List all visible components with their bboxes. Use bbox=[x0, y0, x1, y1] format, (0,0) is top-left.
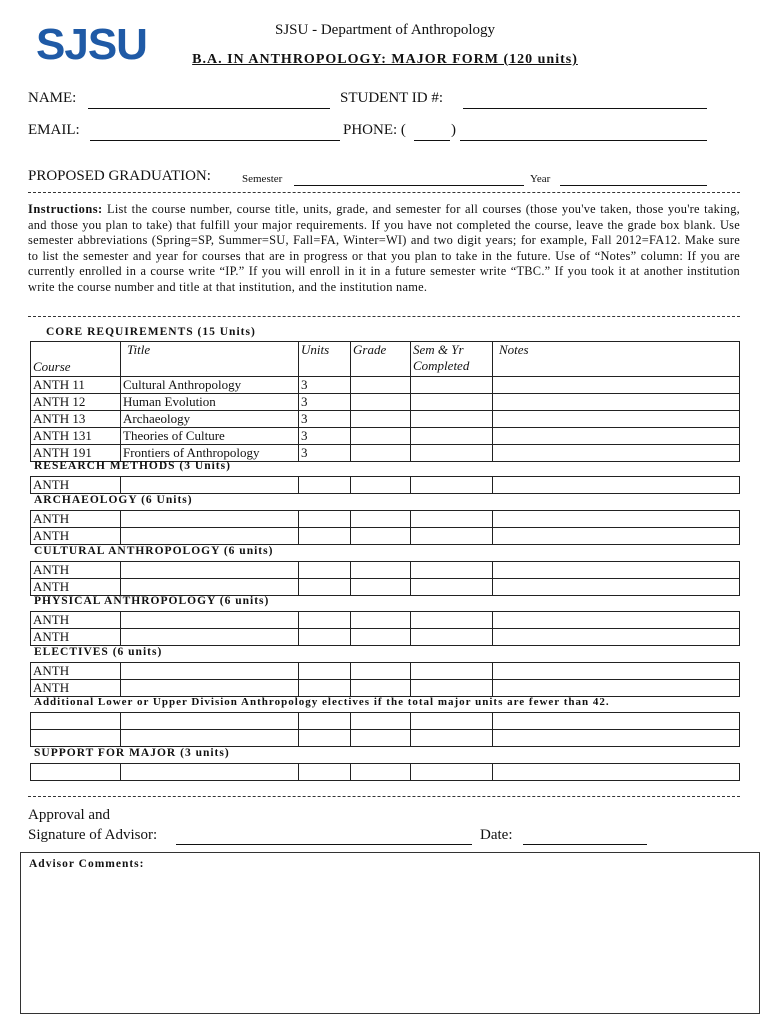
units-cell[interactable] bbox=[299, 612, 351, 629]
table-row bbox=[31, 511, 740, 528]
grade-cell[interactable] bbox=[351, 511, 411, 528]
physical-heading: PHYSICAL ANTHROPOLOGY (6 units) bbox=[34, 595, 270, 607]
grade-cell[interactable] bbox=[351, 612, 411, 629]
physical-table bbox=[30, 611, 740, 646]
units-cell[interactable] bbox=[299, 764, 351, 781]
units-cell: 3 bbox=[299, 377, 351, 394]
notes-cell[interactable] bbox=[493, 680, 740, 697]
table-row bbox=[31, 528, 740, 545]
grade-cell[interactable] bbox=[351, 377, 411, 394]
core-table bbox=[30, 341, 740, 462]
sem-yr-cell[interactable] bbox=[411, 764, 493, 781]
title-cell[interactable] bbox=[121, 579, 299, 596]
table-row bbox=[31, 428, 740, 445]
cultural-heading: CULTURAL ANTHROPOLOGY (6 units) bbox=[34, 545, 274, 557]
table-row bbox=[31, 579, 740, 596]
title-cell[interactable] bbox=[121, 562, 299, 579]
support-heading: SUPPORT FOR MAJOR (3 units) bbox=[34, 747, 230, 759]
advisor-comments-box[interactable] bbox=[20, 852, 760, 1014]
department-title: SJSU - Department of Anthropology bbox=[275, 22, 495, 38]
grade-cell[interactable] bbox=[351, 663, 411, 680]
units-cell[interactable] bbox=[299, 730, 351, 747]
sem-yr-cell[interactable] bbox=[411, 511, 493, 528]
instructions-body: List the course number, course title, units, grade, and semester for all courses (those you've taken, those you're taking, and those you plan to take) that fulfill your major requirements. If you have not completed the course, leave the grade box blank. Use semester abbreviations (Spring=SP, Summer=SU, Fall=FA, Winter=WI) and two digit years; for example, Fall 2012=FA12. Make sure to list the semester and year for courses that are in progress or that you plan to take in the future. Use of “Notes” column: If you are currently enrolled in a course write “IP.” If you will enroll in it in a future semester write “TBC.” If you took it at another institution write the course number and title at that institution, and the institution name. bbox=[28, 202, 740, 294]
notes-cell[interactable] bbox=[493, 511, 740, 528]
table-row bbox=[31, 663, 740, 680]
grade-cell[interactable] bbox=[351, 579, 411, 596]
title-cell: Archaeology bbox=[121, 411, 299, 428]
instructions bbox=[28, 202, 740, 295]
table-header-row bbox=[31, 342, 740, 377]
units-cell[interactable] bbox=[299, 629, 351, 646]
additional-table bbox=[30, 712, 740, 747]
table-row bbox=[31, 477, 740, 494]
name-field[interactable] bbox=[88, 92, 330, 109]
table-row bbox=[31, 377, 740, 394]
phone-field[interactable] bbox=[460, 124, 707, 141]
course-cell: ANTH 12 bbox=[31, 394, 121, 411]
table-row bbox=[31, 394, 740, 411]
table-row bbox=[31, 730, 740, 747]
table-row bbox=[31, 445, 740, 462]
archaeology-heading: ARCHAEOLOGY (6 Units) bbox=[34, 494, 193, 506]
notes-cell[interactable] bbox=[493, 562, 740, 579]
title-cell[interactable] bbox=[121, 680, 299, 697]
grade-cell[interactable] bbox=[351, 428, 411, 445]
units-cell: 3 bbox=[299, 428, 351, 445]
units-cell[interactable] bbox=[299, 680, 351, 697]
email-label: EMAIL: bbox=[28, 122, 80, 138]
grade-cell[interactable] bbox=[351, 562, 411, 579]
title-cell: Cultural Anthropology bbox=[121, 377, 299, 394]
archaeology-table bbox=[30, 510, 740, 545]
divider bbox=[28, 316, 740, 317]
units-cell[interactable] bbox=[299, 477, 351, 494]
phone-label: PHONE: ( bbox=[343, 122, 406, 138]
title-cell[interactable] bbox=[121, 528, 299, 545]
units-cell[interactable] bbox=[299, 511, 351, 528]
course-cell[interactable] bbox=[31, 764, 121, 781]
title-cell[interactable] bbox=[121, 663, 299, 680]
additional-heading: Additional Lower or Upper Division Anthropology electives if the total major units are fewer than 42. bbox=[34, 696, 610, 708]
date-label: Date: bbox=[480, 827, 513, 843]
table-row bbox=[31, 680, 740, 697]
grade-header: Grade bbox=[351, 342, 411, 377]
year-field[interactable] bbox=[560, 169, 707, 186]
course-cell[interactable] bbox=[31, 713, 121, 730]
course-cell[interactable]: ANTH bbox=[31, 629, 121, 646]
table-row bbox=[31, 764, 740, 781]
title-cell[interactable] bbox=[121, 764, 299, 781]
advisor-comments-label: Advisor Comments: bbox=[29, 858, 145, 870]
form-title: B.A. IN ANTHROPOLOGY: MAJOR FORM (120 units) bbox=[192, 52, 578, 67]
signature-field[interactable] bbox=[176, 829, 472, 845]
title-cell: Human Evolution bbox=[121, 394, 299, 411]
grade-cell[interactable] bbox=[351, 713, 411, 730]
support-table bbox=[30, 763, 740, 781]
title-cell[interactable] bbox=[121, 477, 299, 494]
grade-cell[interactable] bbox=[351, 528, 411, 545]
notes-cell[interactable] bbox=[493, 663, 740, 680]
semester-field[interactable] bbox=[294, 169, 524, 186]
year-label: Year bbox=[530, 173, 551, 185]
title-cell[interactable] bbox=[121, 713, 299, 730]
grade-cell[interactable] bbox=[351, 680, 411, 697]
grade-cell[interactable] bbox=[351, 411, 411, 428]
sem-yr-cell[interactable] bbox=[411, 445, 493, 462]
research-heading: RESEARCH METHODS (3 Units) bbox=[34, 460, 231, 472]
course-cell[interactable]: ANTH bbox=[31, 528, 121, 545]
notes-cell[interactable] bbox=[493, 394, 740, 411]
sem-yr-cell[interactable] bbox=[411, 680, 493, 697]
notes-cell[interactable] bbox=[493, 579, 740, 596]
title-cell[interactable] bbox=[121, 629, 299, 646]
units-cell[interactable] bbox=[299, 562, 351, 579]
cultural-table bbox=[30, 561, 740, 596]
sem-yr-cell[interactable] bbox=[411, 528, 493, 545]
notes-cell[interactable] bbox=[493, 629, 740, 646]
notes-cell[interactable] bbox=[493, 428, 740, 445]
units-cell: 3 bbox=[299, 445, 351, 462]
units-cell: 3 bbox=[299, 394, 351, 411]
name-label: NAME: bbox=[28, 90, 77, 106]
units-header: Units bbox=[299, 342, 351, 377]
notes-cell[interactable] bbox=[493, 528, 740, 545]
title-cell[interactable] bbox=[121, 730, 299, 747]
notes-cell[interactable] bbox=[493, 713, 740, 730]
grade-cell[interactable] bbox=[351, 629, 411, 646]
course-cell: ANTH 11 bbox=[31, 377, 121, 394]
notes-cell[interactable] bbox=[493, 445, 740, 462]
course-cell[interactable]: ANTH bbox=[31, 680, 121, 697]
sem-yr-header: Sem & Yr Completed bbox=[411, 342, 493, 377]
title-cell: Theories of Culture bbox=[121, 428, 299, 445]
electives-table bbox=[30, 662, 740, 697]
notes-cell[interactable] bbox=[493, 477, 740, 494]
units-cell: 3 bbox=[299, 411, 351, 428]
table-row bbox=[31, 562, 740, 579]
research-table bbox=[30, 476, 740, 494]
title-cell[interactable] bbox=[121, 511, 299, 528]
course-cell: ANTH 131 bbox=[31, 428, 121, 445]
grade-cell[interactable] bbox=[351, 445, 411, 462]
notes-cell[interactable] bbox=[493, 764, 740, 781]
grade-cell[interactable] bbox=[351, 394, 411, 411]
table-row bbox=[31, 411, 740, 428]
grade-cell[interactable] bbox=[351, 764, 411, 781]
course-cell[interactable]: ANTH bbox=[31, 663, 121, 680]
sem-yr-cell[interactable] bbox=[411, 612, 493, 629]
title-cell[interactable] bbox=[121, 612, 299, 629]
phone-area-field[interactable] bbox=[414, 124, 450, 141]
grade-cell[interactable] bbox=[351, 477, 411, 494]
date-field[interactable] bbox=[523, 829, 647, 845]
course-cell[interactable]: ANTH bbox=[31, 562, 121, 579]
title-header: Title bbox=[121, 342, 299, 377]
course-cell[interactable]: ANTH bbox=[31, 579, 121, 596]
core-heading: CORE REQUIREMENTS (15 Units) bbox=[46, 326, 256, 338]
course-cell[interactable]: ANTH bbox=[31, 612, 121, 629]
course-header: Course bbox=[31, 342, 121, 377]
notes-cell[interactable] bbox=[493, 377, 740, 394]
divider bbox=[28, 796, 740, 797]
table-row bbox=[31, 629, 740, 646]
sem-yr-cell[interactable] bbox=[411, 377, 493, 394]
approval-label: Approval and bbox=[28, 807, 111, 823]
sjsu-logo: SJSU bbox=[36, 20, 147, 69]
course-cell: ANTH 191 bbox=[31, 445, 121, 462]
instructions-lead: Instructions: bbox=[28, 202, 103, 216]
graduation-label: PROPOSED GRADUATION: bbox=[28, 168, 211, 184]
notes-cell[interactable] bbox=[493, 411, 740, 428]
notes-cell[interactable] bbox=[493, 612, 740, 629]
title-cell: Frontiers of Anthropology bbox=[121, 445, 299, 462]
table-row bbox=[31, 713, 740, 730]
sem-yr-cell[interactable] bbox=[411, 713, 493, 730]
sem-yr-cell[interactable] bbox=[411, 579, 493, 596]
course-cell[interactable] bbox=[31, 730, 121, 747]
phone-close-paren: ) bbox=[451, 122, 456, 138]
sem-yr-cell[interactable] bbox=[411, 394, 493, 411]
grade-cell[interactable] bbox=[351, 730, 411, 747]
signature-label: Signature of Advisor: bbox=[28, 827, 158, 843]
sem-yr-cell[interactable] bbox=[411, 663, 493, 680]
course-cell[interactable]: ANTH bbox=[31, 477, 121, 494]
email-field[interactable] bbox=[90, 124, 340, 141]
units-cell[interactable] bbox=[299, 579, 351, 596]
sem-yr-cell[interactable] bbox=[411, 629, 493, 646]
sem-yr-cell[interactable] bbox=[411, 562, 493, 579]
sem-yr-cell[interactable] bbox=[411, 477, 493, 494]
sem-yr-cell[interactable] bbox=[411, 428, 493, 445]
sem-yr-cell[interactable] bbox=[411, 730, 493, 747]
units-cell[interactable] bbox=[299, 713, 351, 730]
electives-heading: ELECTIVES (6 units) bbox=[34, 646, 163, 658]
sem-yr-cell[interactable] bbox=[411, 411, 493, 428]
table-row bbox=[31, 612, 740, 629]
notes-header: Notes bbox=[493, 342, 740, 377]
units-cell[interactable] bbox=[299, 528, 351, 545]
course-cell[interactable]: ANTH bbox=[31, 511, 121, 528]
divider bbox=[28, 192, 740, 193]
units-cell[interactable] bbox=[299, 663, 351, 680]
student-id-label: STUDENT ID #: bbox=[340, 90, 444, 106]
student-id-field[interactable] bbox=[463, 92, 707, 109]
course-cell: ANTH 13 bbox=[31, 411, 121, 428]
semester-label: Semester bbox=[242, 173, 283, 185]
notes-cell[interactable] bbox=[493, 730, 740, 747]
